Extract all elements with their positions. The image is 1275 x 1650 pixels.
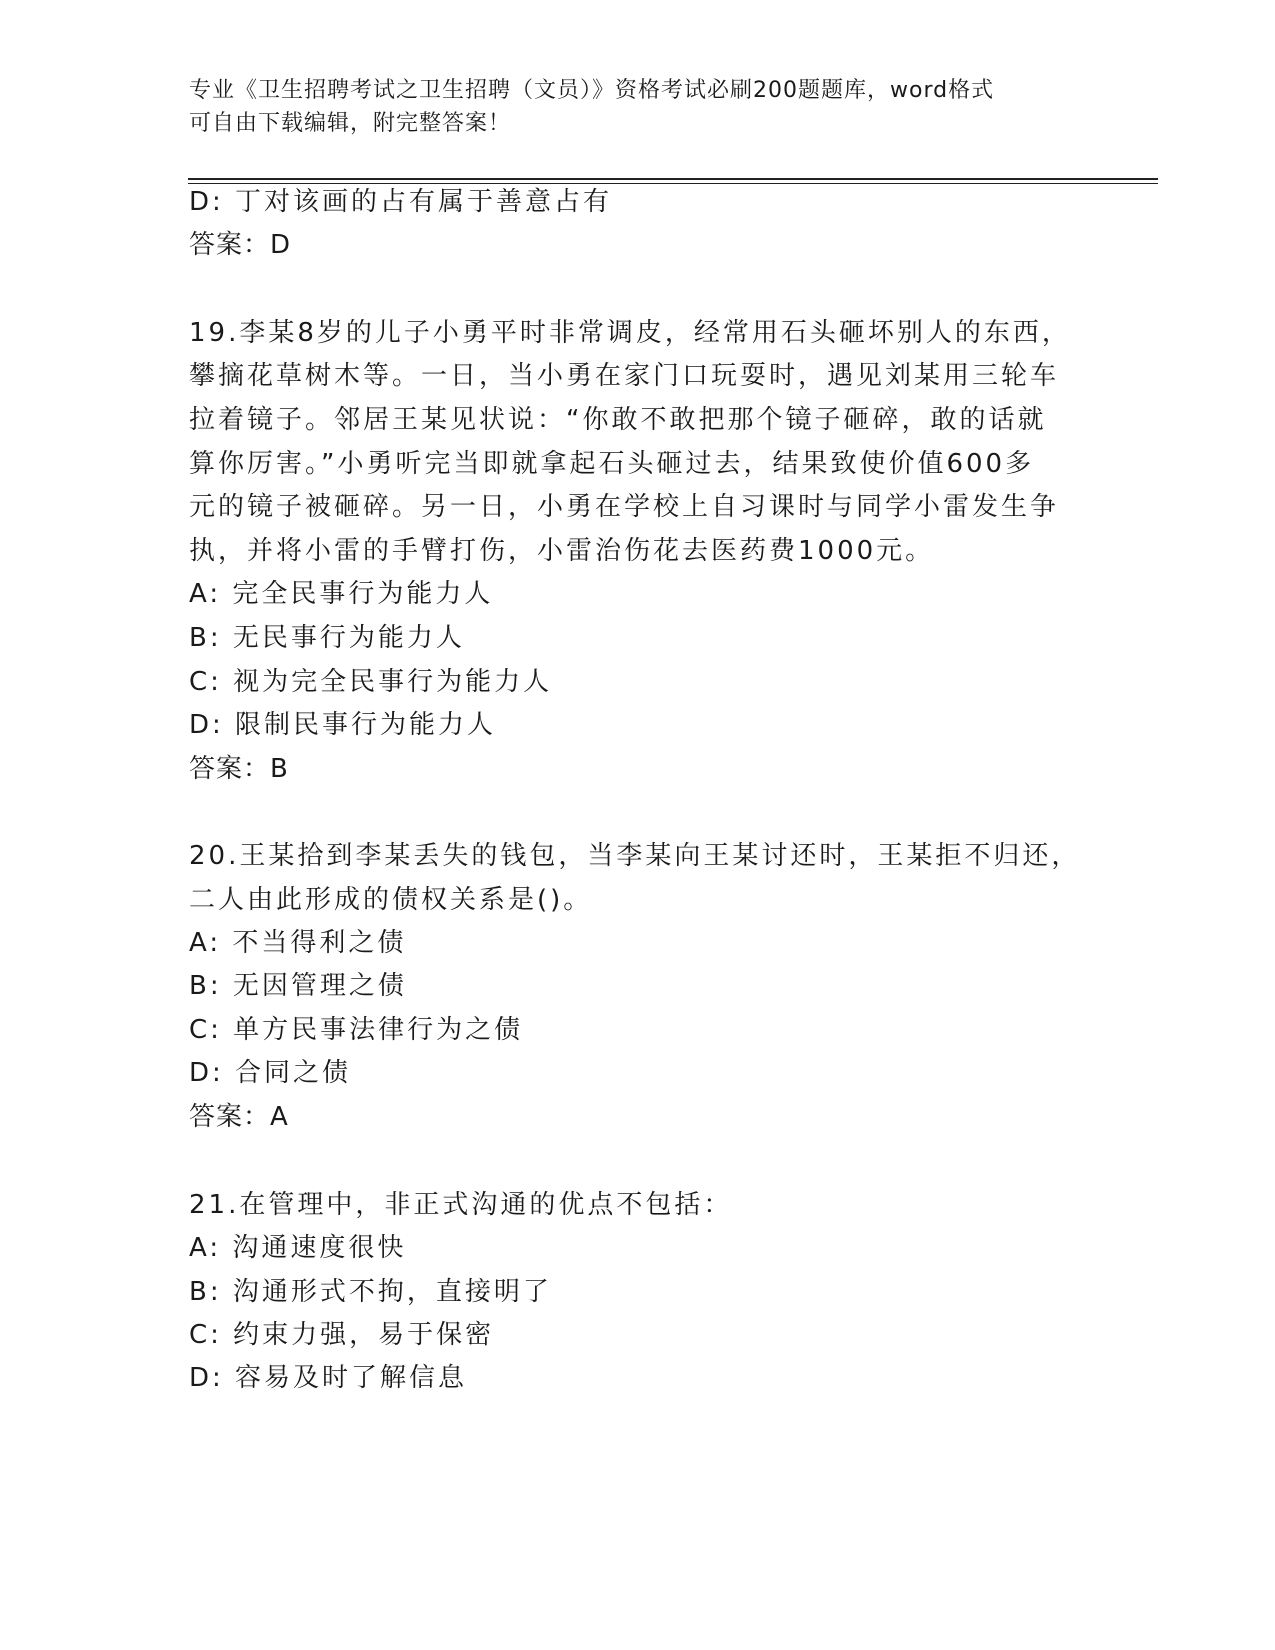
- q19-stem-line-3: 拉着镜子。邻居王某见状说：“你敢不敢把那个镜子砸碎，敢的话就: [189, 405, 1047, 435]
- header-line-1: 专业《卫生招聘考试之卫生招聘（文员）》资格考试必刷200题题库，word格式: [189, 78, 995, 103]
- q19-answer: 答案：B: [189, 754, 289, 784]
- q20-option-b: B: 无因管理之债: [189, 971, 407, 1001]
- q19-stem-line-6: 执，并将小雷的手臂打伤，小雷治伤花去医药费1000元。: [189, 536, 935, 566]
- q21-option-b: B: 沟通形式不拘，直接明了: [189, 1277, 552, 1307]
- q19-option-a: A: 完全民事行为能力人: [189, 579, 494, 609]
- q19-option-d: D: 限制民事行为能力人: [189, 710, 497, 740]
- q21-option-a: A: 沟通速度很快: [189, 1233, 407, 1263]
- q19-stem-line-2: 攀摘花草树木等。一日，当小勇在家门口玩耍时，遇见刘某用三轮车: [189, 361, 1060, 391]
- header-divider-thin: [188, 183, 1158, 184]
- prev-option-d: D: 丁对该画的占有属于善意占有: [189, 187, 613, 217]
- q19-option-c: C: 视为完全民事行为能力人: [189, 667, 553, 697]
- document-header: [189, 74, 1069, 140]
- q19-stem-line-4: 算你厉害。”小勇听完当即就拿起石头砸过去，结果致使价值600多: [189, 449, 1035, 479]
- q20-stem-line-2: 二人由此形成的债权关系是()。: [189, 885, 593, 915]
- header-line-2: 可自由下载编辑，附完整答案！: [189, 111, 512, 136]
- q20-option-d: D: 合同之债: [189, 1058, 352, 1088]
- q20-answer: 答案：A: [189, 1102, 289, 1132]
- q20-stem-line-1: 20.王某拾到李某丢失的钱包，当李某向王某讨还时，王某拒不归还，: [189, 841, 1081, 871]
- q19-stem-line-5: 元的镜子被砸碎。另一日，小勇在学校上自习课时与同学小雷发生争: [189, 492, 1060, 522]
- q19-stem-line-1: 19.李某8岁的儿子小勇平时非常调皮，经常用石头砸坏别人的东西，: [189, 318, 1071, 348]
- prev-answer: 答案：D: [189, 230, 292, 260]
- q19-option-b: B: 无民事行为能力人: [189, 623, 465, 653]
- header-divider-thick: [188, 178, 1158, 180]
- q20-option-c: C: 单方民事法律行为之债: [189, 1015, 524, 1045]
- q21-stem-line-1: 21.在管理中，非正式沟通的优点不包括：: [189, 1190, 733, 1220]
- q20-option-a: A: 不当得利之债: [189, 928, 407, 958]
- q21-option-d: D: 容易及时了解信息: [189, 1363, 468, 1393]
- q21-option-c: C: 约束力强，易于保密: [189, 1320, 495, 1350]
